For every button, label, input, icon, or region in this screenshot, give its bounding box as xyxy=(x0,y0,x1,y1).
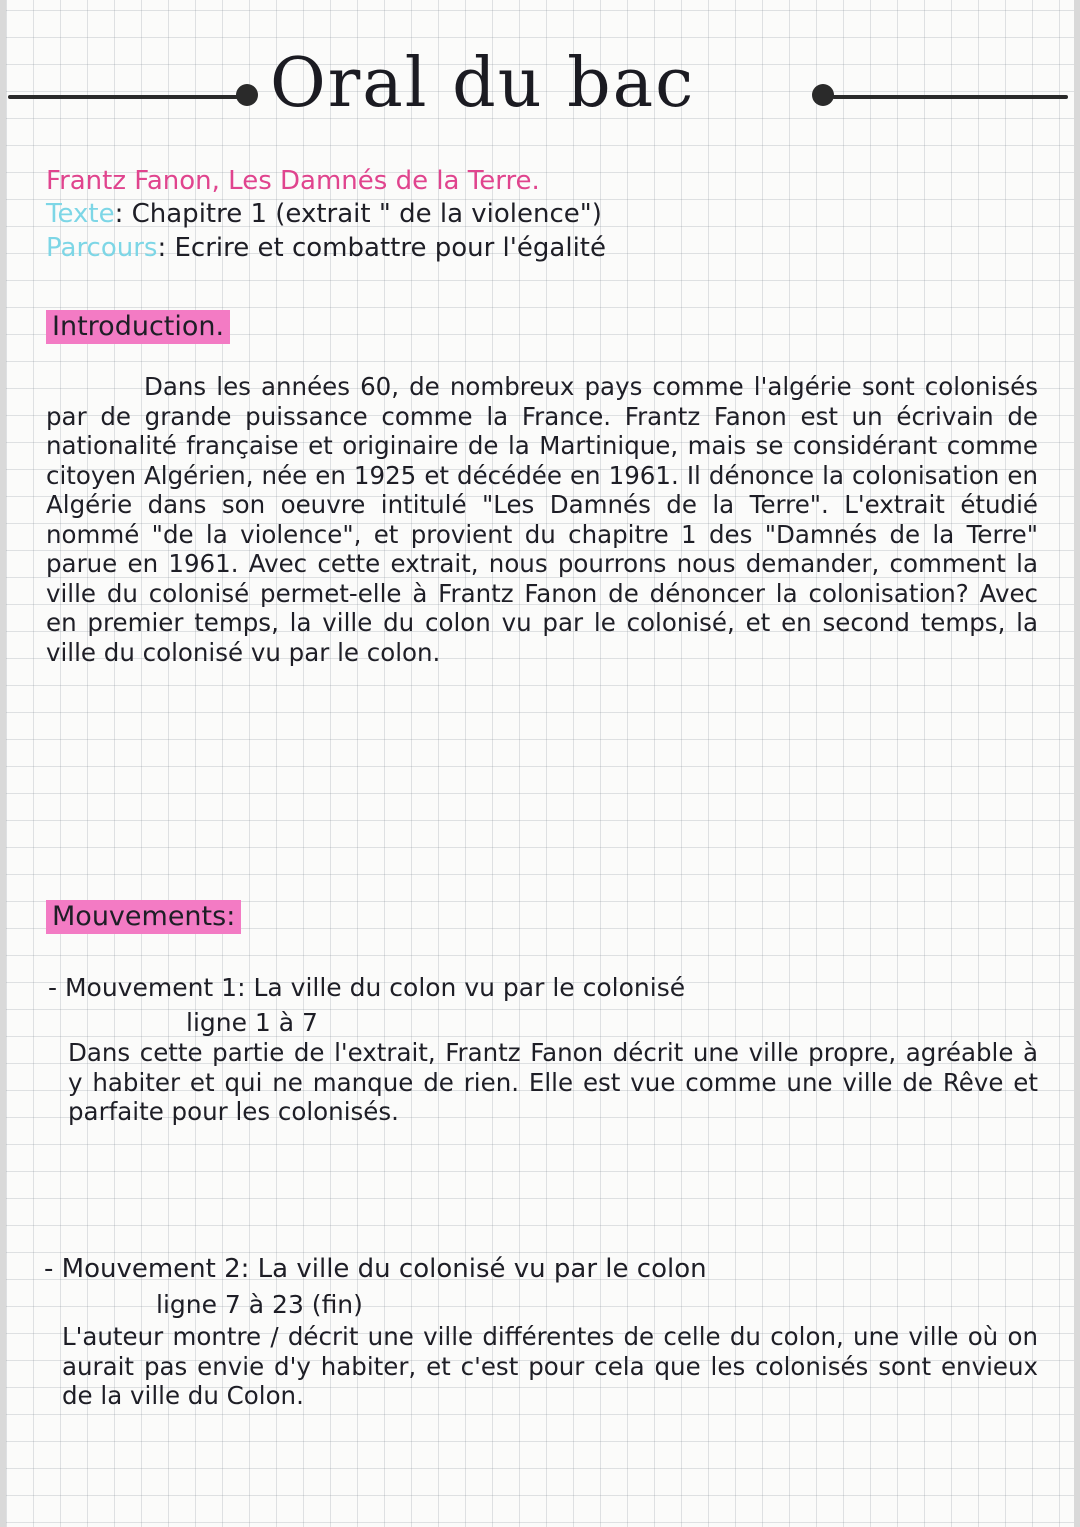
mouvement-1-text: Dans cette partie de l'extrait, Frantz Fanon décrit une ville propre, agréable à y habiter et qui ne manque de rien. Elle est vue comme une ville de Rêve et parfaite pour les colonisés. xyxy=(68,1038,1038,1126)
mouvement-1-lines: ligne 1 à 7 xyxy=(186,1008,318,1037)
title-dot-right-icon xyxy=(812,84,834,106)
introduction-paragraph: Dans les années 60, de nombreux pays comme l'algérie sont colonisés par de grande puissance comme la France. Frantz Fanon est un écrivain de nationalité française et originaire de la Martinique, mais se considérant comme citoyen Algérien, née en 1925 et décédée en 1961. Il dénonce la colonisation en Algérie dans son oeuvre intitulé "Les Damnés de la Terre". L'extrait étudié nommé "de la violence", et provient du chapitre 1 des "Damnés de la Terre" parue en 1961. Avec cette extrait, nous pourrons nous demander, comment la ville du colonisé permet-elle à Frantz Fanon de dénoncer la colonisation? Avec en premier temps, la ville du colon vu par le colonisé, et en second temps, la ville du colonisé vu par le colon. xyxy=(46,372,1038,667)
title-dot-left-icon xyxy=(236,84,258,106)
mouvement-2-title: - Mouvement 2: La ville du colonisé vu par le colon xyxy=(44,1254,707,1284)
author-work-line xyxy=(46,165,540,197)
parcours-line xyxy=(46,232,606,264)
text-label: Texte xyxy=(46,199,115,229)
mouvement-1-title: - Mouvement 1: La ville du colon vu par le colonisé xyxy=(48,973,686,1002)
text-line xyxy=(46,198,602,230)
page-title: Oral du bac xyxy=(270,44,696,123)
page-edge-left xyxy=(0,0,6,1527)
title-rule-right xyxy=(832,95,1068,99)
mouvement-2-text: L'auteur montre / décrit une ville différentes de celle du colon, une ville où on aurait pas envie d'y habiter, et c'est pour cela que les colonisés sont envieux de la ville du Colon. xyxy=(62,1322,1038,1410)
mouvements-heading: Mouvements: xyxy=(46,900,241,934)
title-rule-left xyxy=(8,95,240,99)
mouvement-2-lines: ligne 7 à 23 (fin) xyxy=(156,1290,363,1319)
author-work: Frantz Fanon, Les Damnés de la Terre. xyxy=(46,166,540,196)
page-edge-right xyxy=(1074,0,1080,1527)
text-value: : Chapitre 1 (extrait " de la violence") xyxy=(114,199,602,229)
parcours-value: : Ecrire et combattre pour l'égalité xyxy=(157,233,606,263)
parcours-label: Parcours xyxy=(46,233,158,263)
introduction-heading: Introduction. xyxy=(46,310,230,344)
